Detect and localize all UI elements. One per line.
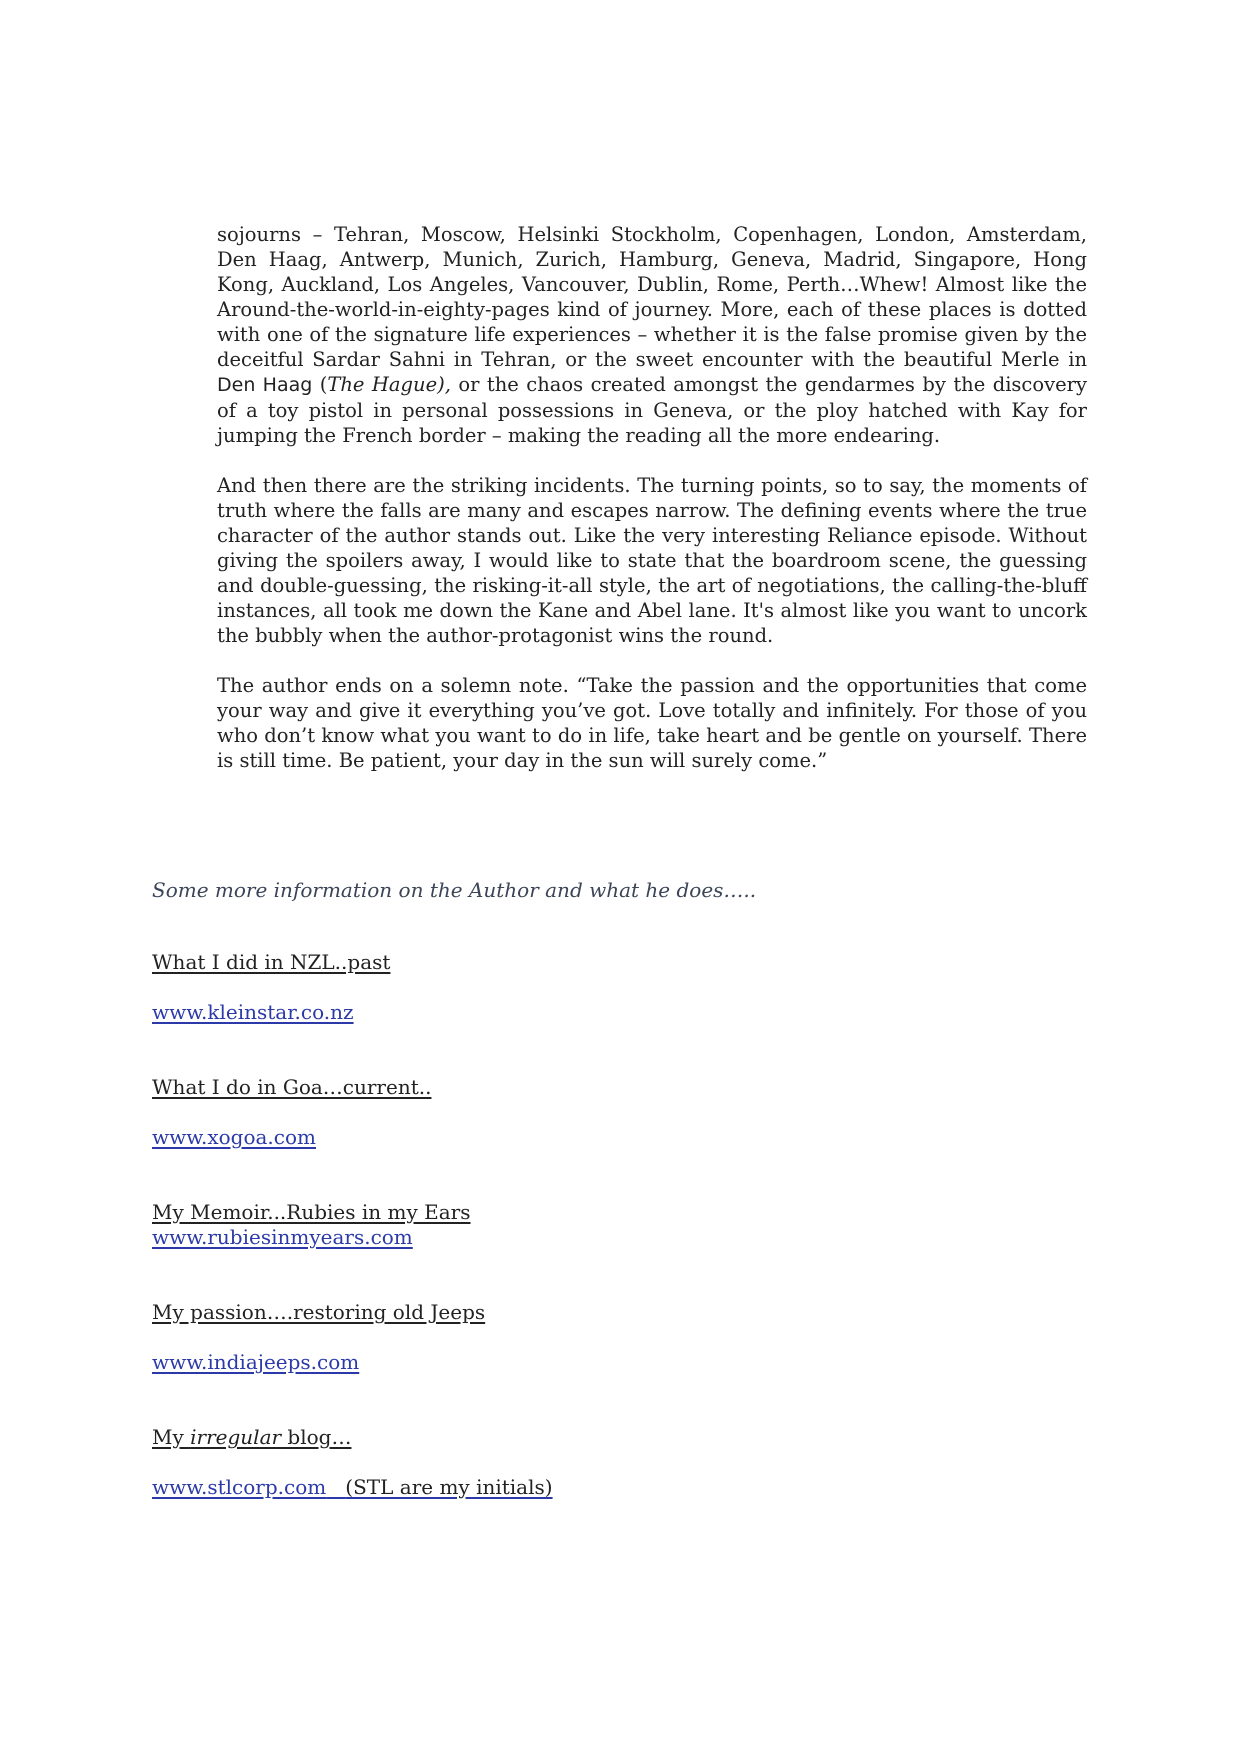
review-body [217, 222, 1087, 798]
blog-label-post: blog… [281, 1425, 352, 1449]
stlcorp-link[interactable]: www.stlcorp.com [152, 1475, 327, 1499]
goa-label: What I do in Goa…current.. [152, 1075, 432, 1099]
place-den-haag: Den Haag [217, 374, 313, 396]
paragraph-closing-quote: The author ends on a solemn note. “Take the passion and the opportunities that come your way and give it everything you’ve got. Love totally and infinitely. For those of you who don’t know what you want to do in life, take heart and be gentle on yourself. There is still time. Be patient, your day in the sun will surely come.” [217, 674, 1087, 772]
place-the-hague: The Hague), [327, 373, 451, 396]
kleinstar-link[interactable]: www.kleinstar.co.nz [152, 1000, 354, 1024]
blog-label-irregular: irregular [190, 1425, 282, 1449]
blog-line [152, 1475, 553, 1499]
paragraph-sojourns-text-end: or the chaos created amongst the gendarmes by the discovery of a toy pistol in personal possessions in Geneva, or the ploy hatched with Kay for jumping the French border – making the reading all the more endearing. [217, 373, 1087, 447]
paragraph-sojourns-text: sojourns – Tehran, Moscow, Helsinki Stockholm, Copenhagen, London, Amsterdam, Den Haag, Antwerp, Munich, Zurich, Hamburg, Geneva, Madrid, Singapore, Hong Kong, Auckland, Los Angeles, Vancouver, Dublin, Rome, Perth…Whew! Almost like the Around-the-world-in-eighty-pages kind of journey. More, each of these places is dotted with one of the signature life experiences – whether it is the false promise given by the deceitful Sardar Sahni in Tehran, or the sweet encounter with the beautiful Merle in [217, 223, 1087, 371]
memoir-label: My Memoir...Rubies in my Ears [152, 1200, 471, 1224]
paragraph-incidents: And then there are the striking incidents. The turning points, so to say, the moments of truth where the falls are many and escapes narrow. The defining events where the true character of the author stands out. Like the very interesting Reliance episode. Without giving the spoilers away, I would like to state that the boardroom scene, the guessing and double-guessing, the risking-it-all style, the art of negotiations, the calling-the-bluff instances, all took me down the Kane and Abel lane. It's almost like you want to uncork the bubbly when the author-protagonist wins the round. [217, 474, 1087, 647]
author-info-heading: Some more information on the Author and what he does….. [152, 878, 757, 902]
blog-label-pre: My [152, 1425, 191, 1449]
jeeps-label: My passion….restoring old Jeeps [152, 1300, 486, 1324]
paren-open: ( [312, 373, 328, 396]
indiajeeps-link[interactable]: www.indiajeeps.com [152, 1350, 360, 1374]
blog-spacer [326, 1475, 345, 1499]
initials-note: (STL are my initials) [345, 1475, 553, 1499]
rubiesinmyears-link[interactable]: www.rubiesinmyears.com [152, 1225, 413, 1249]
nzl-label: What I did in NZL..past [152, 950, 391, 974]
blog-label [152, 1425, 351, 1449]
paragraph-sojourns [217, 222, 1087, 448]
xogoa-link[interactable]: www.xogoa.com [152, 1125, 316, 1149]
